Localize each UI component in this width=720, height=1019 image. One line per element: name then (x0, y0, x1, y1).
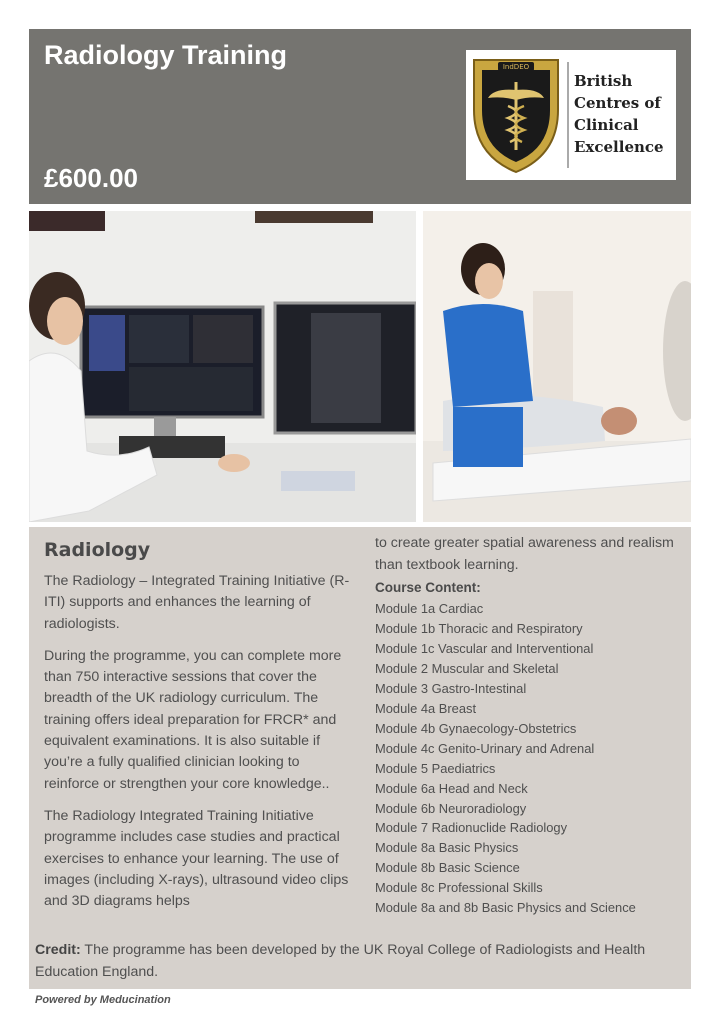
module-item: Module 3 Gastro-Intestinal (375, 680, 527, 696)
radiologist-at-monitors-illustration (29, 211, 416, 522)
patient-on-scanner-bed-illustration (423, 211, 691, 522)
credit-text: The programme has been developed by the UK Royal College of Radiologists and Health Education England. (35, 942, 646, 980)
module-item: Module 2 Muscular and Skeletal (375, 660, 559, 676)
course-price: £600.00 (44, 163, 138, 193)
module-item: Module 4a Breast (375, 700, 477, 716)
credit-note (35, 939, 685, 983)
module-item: Module 4c Genito-Urinary and Adrenal (375, 740, 595, 756)
module-item: Module 8a and 8b Basic Physics and Science (375, 900, 636, 916)
module-item: Module 8a Basic Physics (375, 840, 519, 856)
organisation-logo (466, 50, 676, 180)
header-banner (29, 29, 691, 204)
logo-line: Excellence (574, 138, 664, 156)
module-item: Module 8b Basic Science (375, 860, 520, 876)
patient-scan-photo (423, 211, 691, 522)
logo-line: Centres of (574, 94, 661, 112)
logo-organisation-name (574, 70, 664, 158)
powered-by-footer: Powered by Meducination (35, 994, 171, 1006)
module-item: Module 8c Professional Skills (375, 880, 543, 896)
module-item: Module 1c Vascular and Interventional (375, 640, 594, 656)
logo-badge-text: IndDEO (502, 63, 530, 71)
course-description-column (44, 535, 354, 923)
course-content-label: Course Content: (375, 580, 481, 595)
module-item: Module 1a Cardiac (375, 601, 484, 616)
course-details-panel (29, 527, 691, 989)
module-item: Module 6a Head and Neck (375, 780, 528, 796)
integrated-paragraph: The Radiology Integrated Training Initiative programme includes case studies and practical exercises to enhance your learning. The use of images (including X-rays), ultrasound video clips and 3D diagrams helps (44, 807, 349, 910)
module-item: Module 4b Gynaecology-Obstetrics (375, 720, 577, 736)
radiologist-photo (29, 211, 416, 522)
logo-line: Clinical (574, 116, 639, 134)
course-content-column (375, 533, 680, 918)
module-item: Module 5 Paediatrics (375, 760, 496, 776)
section-title: Radiology (44, 539, 151, 561)
credit-label: Credit: (35, 942, 81, 958)
integrated-paragraph-continued: to create greater spatial awareness and realism than textbook learning. (375, 535, 674, 573)
module-item: Module 6b Neuroradiology (375, 800, 527, 816)
programme-paragraph: During the programme, you can complete more than 750 interactive sessions that cover the breadth of the UK radiology curriculum. The training offers ideal preparation for FRCR* and equivalent examinations. It is also suitable if you’re a fully qualified clinician looking to reinforce or strengthen your core knowledge.. (44, 647, 342, 792)
page-title: Radiology Training (44, 40, 288, 70)
module-item: Module 7 Radionuclide Radiology (375, 820, 568, 836)
module-item: Module 1b Thoracic and Respiratory (375, 620, 583, 636)
logo-line: British (574, 72, 633, 90)
module-list (375, 599, 680, 918)
intro-paragraph: The Radiology – Integrated Training Initiative (R-ITI) supports and enhances the learning of radiologists. (44, 573, 350, 632)
